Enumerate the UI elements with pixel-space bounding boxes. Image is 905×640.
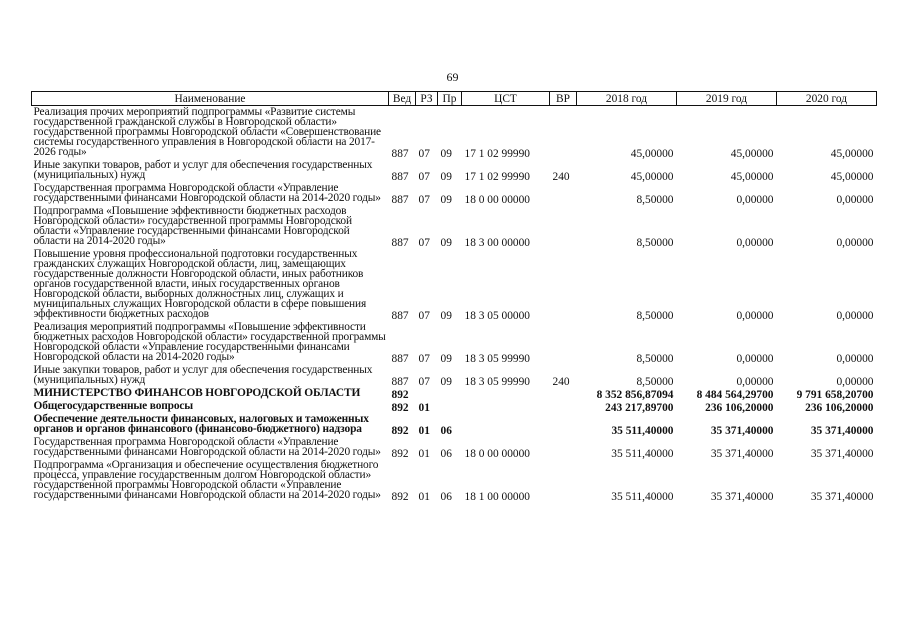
row-name: Обеспечение деятельности финансовых, налоговых и таможенных органов и органов финансового (финансово-бюджетного) надзора: [33, 413, 369, 435]
row-cst: 17 1 02 99990: [464, 171, 530, 183]
row-pr: 09: [440, 376, 452, 388]
row-amount-2019: 45,00000: [730, 148, 774, 160]
column-header-name: Наименование: [32, 92, 389, 106]
row-rz: 01: [418, 425, 430, 437]
row-amount-2020: 0,00000: [836, 194, 874, 206]
row-name: Реализация прочих мероприятий подпрограммы «Развитие системы государственной гражданской службы в Новгородской области» государственной программы Новгородской области «Совершенствование системы государственного управления в Новгородской области на 2017-2026 годы»: [33, 106, 381, 158]
row-vr: [550, 321, 577, 364]
row-cst: 18 0 00 00000: [464, 194, 530, 206]
row-pr: 09: [440, 310, 452, 322]
row-amount-2020: 0,00000: [836, 237, 874, 249]
row-amount-2020: 45,00000: [830, 148, 874, 160]
table-row: [32, 248, 877, 321]
table-row: [32, 364, 877, 387]
row-amount-2020: 0,00000: [836, 376, 874, 388]
row-ved: 887: [391, 376, 409, 388]
row-amount-2018: 8,50000: [636, 376, 674, 388]
table-row: [32, 459, 877, 502]
row-ved: 892: [391, 448, 409, 460]
row-rz: 07: [418, 194, 430, 206]
row-ved: 892: [391, 491, 409, 503]
row-cst: [462, 387, 550, 400]
row-vr: 240: [552, 171, 570, 183]
row-amount-2020: 45,00000: [830, 171, 874, 183]
row-amount-2019: 8 484 564,29700: [696, 389, 774, 401]
row-ved: 892: [391, 425, 409, 437]
row-amount-2020: 236 106,20000: [805, 402, 874, 414]
row-amount-2018: 8,50000: [636, 353, 674, 365]
row-pr: 06: [440, 448, 452, 460]
row-amount-2018: 8,50000: [636, 310, 674, 322]
row-vr: [550, 413, 577, 436]
row-amount-2020: 0,00000: [836, 353, 874, 365]
row-name: Государственная программа Новгородской области «Управление государственными финансами Новгородской области на 2014-2020 годы»: [33, 436, 381, 458]
row-pr: 06: [440, 425, 452, 437]
row-ved: 887: [391, 148, 409, 160]
table-row: [32, 159, 877, 182]
row-rz: 01: [418, 491, 430, 503]
row-name: Повышение уровня профессиональной подготовки государственных гражданских служащих Новгородской области, лиц, замещающих государственные должности Новгородской области, иных работников органов государственной власти, иных государственных органов Новгородской области, выборных должностных лиц, служащих и муниципальных служащих Новгородской области в сфере повышения эффективности бюджетных расходов: [33, 248, 367, 320]
column-header-2020: 2020 год: [777, 92, 877, 106]
table-row: [32, 413, 877, 436]
row-vr: [550, 436, 577, 459]
row-name: Иные закупки товаров, работ и услуг для обеспечения государственных (муниципальных) нужд: [33, 159, 373, 181]
row-name: МИНИСТЕРСТВО ФИНАНСОВ НОВГОРОДСКОЙ ОБЛАСТИ: [33, 387, 361, 399]
column-header-2018: 2018 год: [577, 92, 677, 106]
row-cst: 18 3 05 00000: [464, 310, 530, 322]
row-vr: [550, 205, 577, 248]
row-name: Общегосударственные вопросы: [33, 400, 194, 412]
column-header-vr: ВР: [550, 92, 577, 106]
row-ved: 887: [391, 171, 409, 183]
table-row: [32, 387, 877, 400]
row-amount-2018: 8,50000: [636, 194, 674, 206]
row-rz: 07: [418, 353, 430, 365]
table-row: [32, 400, 877, 413]
row-amount-2018: 45,00000: [630, 171, 674, 183]
table-body: [32, 106, 877, 503]
row-cst: 18 3 05 99990: [464, 376, 530, 388]
page-number: 69: [446, 70, 459, 84]
row-ved: 887: [391, 353, 409, 365]
row-amount-2019: 0,00000: [736, 353, 774, 365]
row-pr: [438, 400, 462, 413]
row-rz: 07: [418, 148, 430, 160]
row-cst: 18 3 00 00000: [464, 237, 530, 249]
row-rz: 01: [418, 402, 430, 414]
row-name: Подпрограмма «Повышение эффективности бюджетных расходов Новгородской области» государственной программы Новгородской области «Управление государственными финансами Новгородской области на 2014-2020 годы»: [33, 205, 352, 247]
row-amount-2018: 35 511,40000: [611, 425, 674, 437]
row-rz: 07: [418, 376, 430, 388]
row-amount-2020: 35 371,40000: [810, 448, 874, 460]
row-vr: [550, 459, 577, 502]
row-name: Подпрограмма «Организация и обеспечение осуществления бюджетного процесса, управление государственным долгом Новгородской области» государственной программы Новгородской области «Управление государственными финансами Новгородской области на 2014-2020 годы»: [33, 459, 381, 501]
row-cst: [462, 413, 550, 436]
row-pr: 09: [440, 171, 452, 183]
row-amount-2018: 243 217,89700: [605, 402, 674, 414]
row-rz: 07: [418, 310, 430, 322]
row-pr: 09: [440, 148, 452, 160]
row-amount-2019: 35 371,40000: [710, 425, 774, 437]
column-header-pr: Пр: [438, 92, 462, 106]
row-amount-2019: 35 371,40000: [710, 491, 774, 503]
row-rz: 07: [418, 171, 430, 183]
row-pr: 06: [440, 491, 452, 503]
row-amount-2020: 35 371,40000: [810, 491, 874, 503]
row-pr: 09: [440, 353, 452, 365]
row-ved: 887: [391, 194, 409, 206]
row-cst: [462, 400, 550, 413]
row-ved: 892: [391, 402, 409, 414]
table-header: [32, 92, 877, 106]
budget-table: [31, 91, 877, 502]
row-name: Государственная программа Новгородской области «Управление государственными финансами Новгородской области на 2014-2020 годы»: [33, 182, 381, 204]
row-amount-2018: 8 352 856,87094: [596, 389, 674, 401]
row-cst: 18 1 00 00000: [464, 491, 530, 503]
column-header-2019: 2019 год: [677, 92, 777, 106]
row-amount-2020: 9 791 658,20700: [796, 389, 874, 401]
row-rz: 01: [418, 448, 430, 460]
table-row: [32, 106, 877, 160]
table-row: [32, 182, 877, 205]
row-cst: 18 3 05 99990: [464, 353, 530, 365]
row-cst: 18 0 00 00000: [464, 448, 530, 460]
table-row: [32, 205, 877, 248]
row-name: Иные закупки товаров, работ и услуг для обеспечения государственных (муниципальных) нужд: [33, 364, 373, 386]
row-vr: [550, 400, 577, 413]
row-amount-2018: 8,50000: [636, 237, 674, 249]
row-amount-2019: 0,00000: [736, 310, 774, 322]
row-pr: 09: [440, 237, 452, 249]
row-name: Реализация мероприятий подпрограммы «Повышение эффективности бюджетных расходов Новгородской области» государственной программы Новгородской области «Управление государственными финансами Новгородской области на 2014-2020 годы»: [33, 321, 386, 363]
row-pr: [438, 387, 462, 400]
table-row: [32, 436, 877, 459]
row-ved: 887: [391, 237, 409, 249]
row-amount-2019: 45,00000: [730, 171, 774, 183]
row-vr: [550, 182, 577, 205]
row-amount-2019: 236 106,20000: [705, 402, 774, 414]
row-rz: [416, 387, 438, 400]
row-cst: 17 1 02 99990: [464, 148, 530, 160]
row-pr: 09: [440, 194, 452, 206]
row-amount-2019: 35 371,40000: [710, 448, 774, 460]
column-header-rz: РЗ: [416, 92, 438, 106]
row-ved: 887: [391, 310, 409, 322]
row-amount-2018: 35 511,40000: [611, 448, 674, 460]
row-vr: [550, 248, 577, 321]
column-header-cst: ЦСТ: [462, 92, 550, 106]
row-amount-2020: 0,00000: [836, 310, 874, 322]
row-vr: [550, 106, 577, 160]
row-amount-2019: 0,00000: [736, 194, 774, 206]
row-amount-2019: 0,00000: [736, 237, 774, 249]
table-row: [32, 321, 877, 364]
row-vr: 240: [552, 376, 570, 388]
row-rz: 07: [418, 237, 430, 249]
row-ved: 892: [391, 389, 409, 401]
row-amount-2019: 0,00000: [736, 376, 774, 388]
row-vr: [550, 387, 577, 400]
header-row: [32, 92, 877, 106]
column-header-ved: Вед: [389, 92, 416, 106]
row-amount-2020: 35 371,40000: [810, 425, 874, 437]
row-amount-2018: 35 511,40000: [611, 491, 674, 503]
row-amount-2018: 45,00000: [630, 148, 674, 160]
